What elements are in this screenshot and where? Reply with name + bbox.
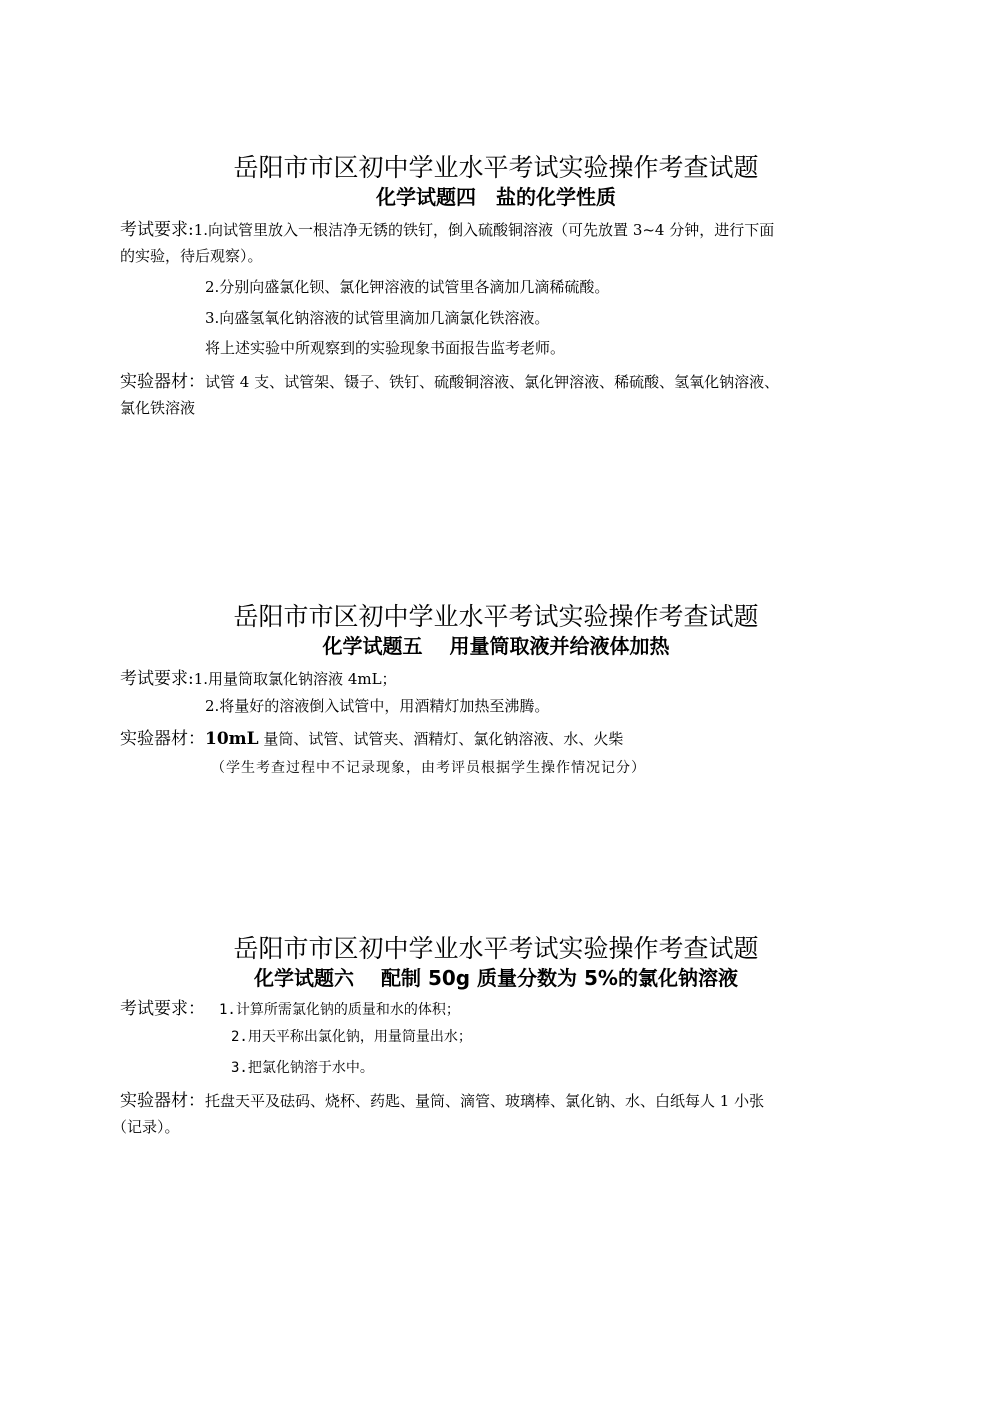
requirement-line-4: 将上述实验中所观察到的实验现象书面报告监考老师。: [205, 339, 566, 357]
requirement-label: 考试要求：: [120, 999, 205, 1019]
requirement-line-2: 2.分别向盛氯化钡、氯化钾溶液的试管里各滴加几滴稀硫酸。: [205, 278, 610, 296]
requirement-line-2: 2.用天平称出氯化钠，用量筒量出水；: [231, 1029, 472, 1045]
exam-title: 岳阳市市区初中学业水平考试实验操作考查试题: [233, 934, 759, 963]
test-subtitle: 化学试题六 配制 50g 质量分数为 5%的氯化钠溶液: [254, 966, 738, 990]
scoring-note: （学生考查过程中不记录现象，由考评员根据学生操作情况记分）: [211, 760, 646, 776]
equipment-line: [120, 724, 623, 749]
equipment-text: 试管 4 支、试管架、镊子、铁钉、硫酸铜溶液、氯化钾溶液、稀硫酸、氢氧化钠溶液、: [205, 373, 780, 391]
requirement-line-3: 3.向盛氢氧化钠溶液的试管里滴加几滴氯化铁溶液。: [205, 309, 550, 327]
requirement-text: 1.向试管里放入一根洁净无锈的铁钉，倒入硫酸铜溶液（可先放置 3~4 分钟，进行下面: [193, 221, 775, 239]
requirement-label: 考试要求:: [120, 220, 194, 240]
requirement-line-1: [120, 994, 460, 1019]
requirement-line-1-cont: 的实验，待后观察）。: [120, 247, 263, 265]
requirement-label: 考试要求:: [120, 669, 194, 689]
requirement-line-2: 2.将量好的溶液倒入试管中，用酒精灯加热至沸腾。: [205, 697, 550, 715]
equipment-text: 量筒、试管、试管夹、酒精灯、氯化钠溶液、水、火柴: [258, 730, 624, 748]
equipment-label: 实验器材：: [120, 729, 205, 749]
equipment-label: 实验器材：: [120, 1091, 205, 1111]
equipment-text: 托盘天平及砝码、烧杯、药匙、量筒、滴管、玻璃棒、氯化钠、水、白纸每人 1 小张: [205, 1092, 765, 1110]
exam-title: 岳阳市市区初中学业水平考试实验操作考查试题: [233, 153, 759, 182]
equipment-line: [120, 367, 779, 392]
requirement-text: 1.用量筒取氯化钠溶液 4mL；: [193, 670, 397, 688]
requirement-line-3: 3.把氯化钠溶于水中。: [231, 1060, 374, 1076]
equipment-line: [120, 1086, 764, 1111]
requirement-text: 1.计算所需氯化钠的质量和水的体积；: [219, 1002, 460, 1018]
requirement-line-1: [120, 664, 397, 689]
requirement-line-1: [120, 215, 774, 240]
exam-title: 岳阳市市区初中学业水平考试实验操作考查试题: [233, 602, 759, 631]
equipment-line-cont: （记录）。: [112, 1118, 180, 1136]
equipment-line-cont: 氯化铁溶液: [120, 399, 196, 417]
equipment-label: 实验器材：: [120, 372, 205, 392]
equipment-volume: 10mL: [205, 729, 259, 749]
test-subtitle: 化学试题四 盐的化学性质: [376, 185, 616, 209]
test-subtitle: 化学试题五 用量筒取液并给液体加热: [322, 634, 670, 658]
